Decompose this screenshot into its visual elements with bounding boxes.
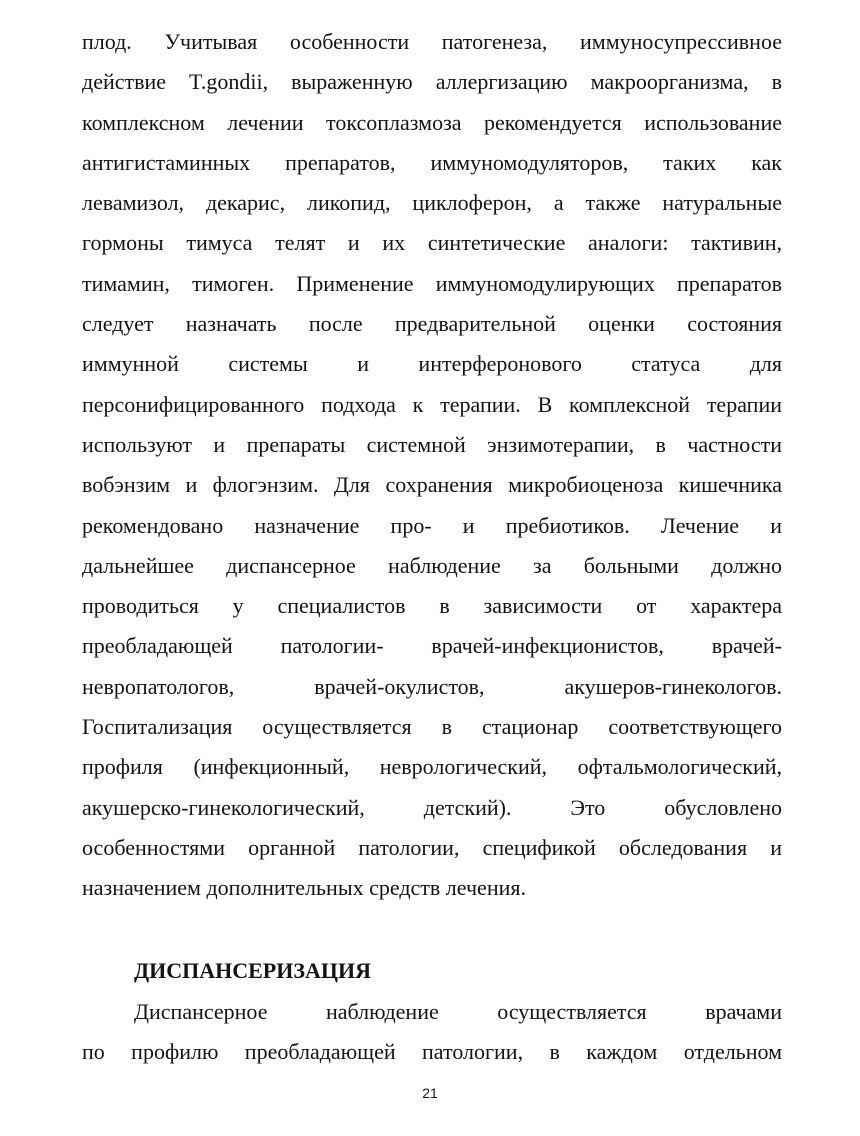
text-line: гормоны тимуса телят и их синтетические аналоги: тактивин,	[82, 230, 782, 256]
text-line: действие T.gondii, выраженную аллергизацию макроорганизма, в	[82, 69, 782, 95]
text-line: профиля (инфекционный, неврологический, офтальмологический,	[82, 754, 782, 780]
paragraph-treatment	[82, 22, 782, 909]
text-line: иммунной системы и интерферонового статуса для	[82, 351, 782, 377]
text-line: акушерско-гинекологический, детский). Это обусловлено	[82, 794, 782, 820]
text-line: рекомендовано назначение про- и пребиотиков. Лечение и	[82, 512, 782, 538]
text-line: антигистаминных препаратов, иммуномодуляторов, таких как	[82, 149, 782, 175]
text-line: следует назначать после предварительной оценки состояния	[82, 311, 782, 337]
page-number: 21	[422, 1085, 438, 1101]
text-line: плод. Учитывая особенности патогенеза, иммуносупрессивное	[82, 29, 782, 54]
paragraph-dispensary	[82, 992, 782, 1073]
text-line: дальнейшее диспансерное наблюдение за больными должно	[82, 552, 782, 578]
text-line: преобладающей патологии- врачей-инфекционистов, врачей-	[82, 633, 782, 659]
text-line: тимамин, тимоген. Применение иммуномодулирующих препаратов	[82, 270, 782, 296]
text-line: используют и препараты системной энзимотерапии, в частности	[82, 431, 782, 457]
text-line: вобэнзим и флогэнзим. Для сохранения микробиоценоза кишечника	[82, 472, 782, 498]
text-line: по профилю преобладающей патологии, в каждом отдельном	[82, 1039, 782, 1065]
text-line: левамизол, декарис, ликопид, циклоферон, а также натуральные	[82, 190, 782, 216]
text-line: комплексном лечении токсоплазмоза рекомендуется использование	[82, 109, 782, 135]
text-line: назначением дополнительных средств лечения.	[82, 875, 526, 901]
text-line: персонифицированного подхода к терапии. В комплексной терапии	[82, 391, 782, 417]
section-heading: ДИСПАНСЕРИЗАЦИЯ	[134, 958, 371, 983]
text-line: Госпитализация осуществляется в стационар соответствующего	[82, 714, 782, 740]
text-line: невропатологов, врачей-окулистов, акушеров-гинекологов.	[82, 673, 782, 699]
text-line: проводиться у специалистов в зависимости от характера	[82, 593, 782, 619]
text-line: Диспансерное наблюдение осуществляется врачами	[134, 999, 782, 1024]
text-line: особенностями органной патологии, спецификой обследования и	[82, 834, 782, 860]
